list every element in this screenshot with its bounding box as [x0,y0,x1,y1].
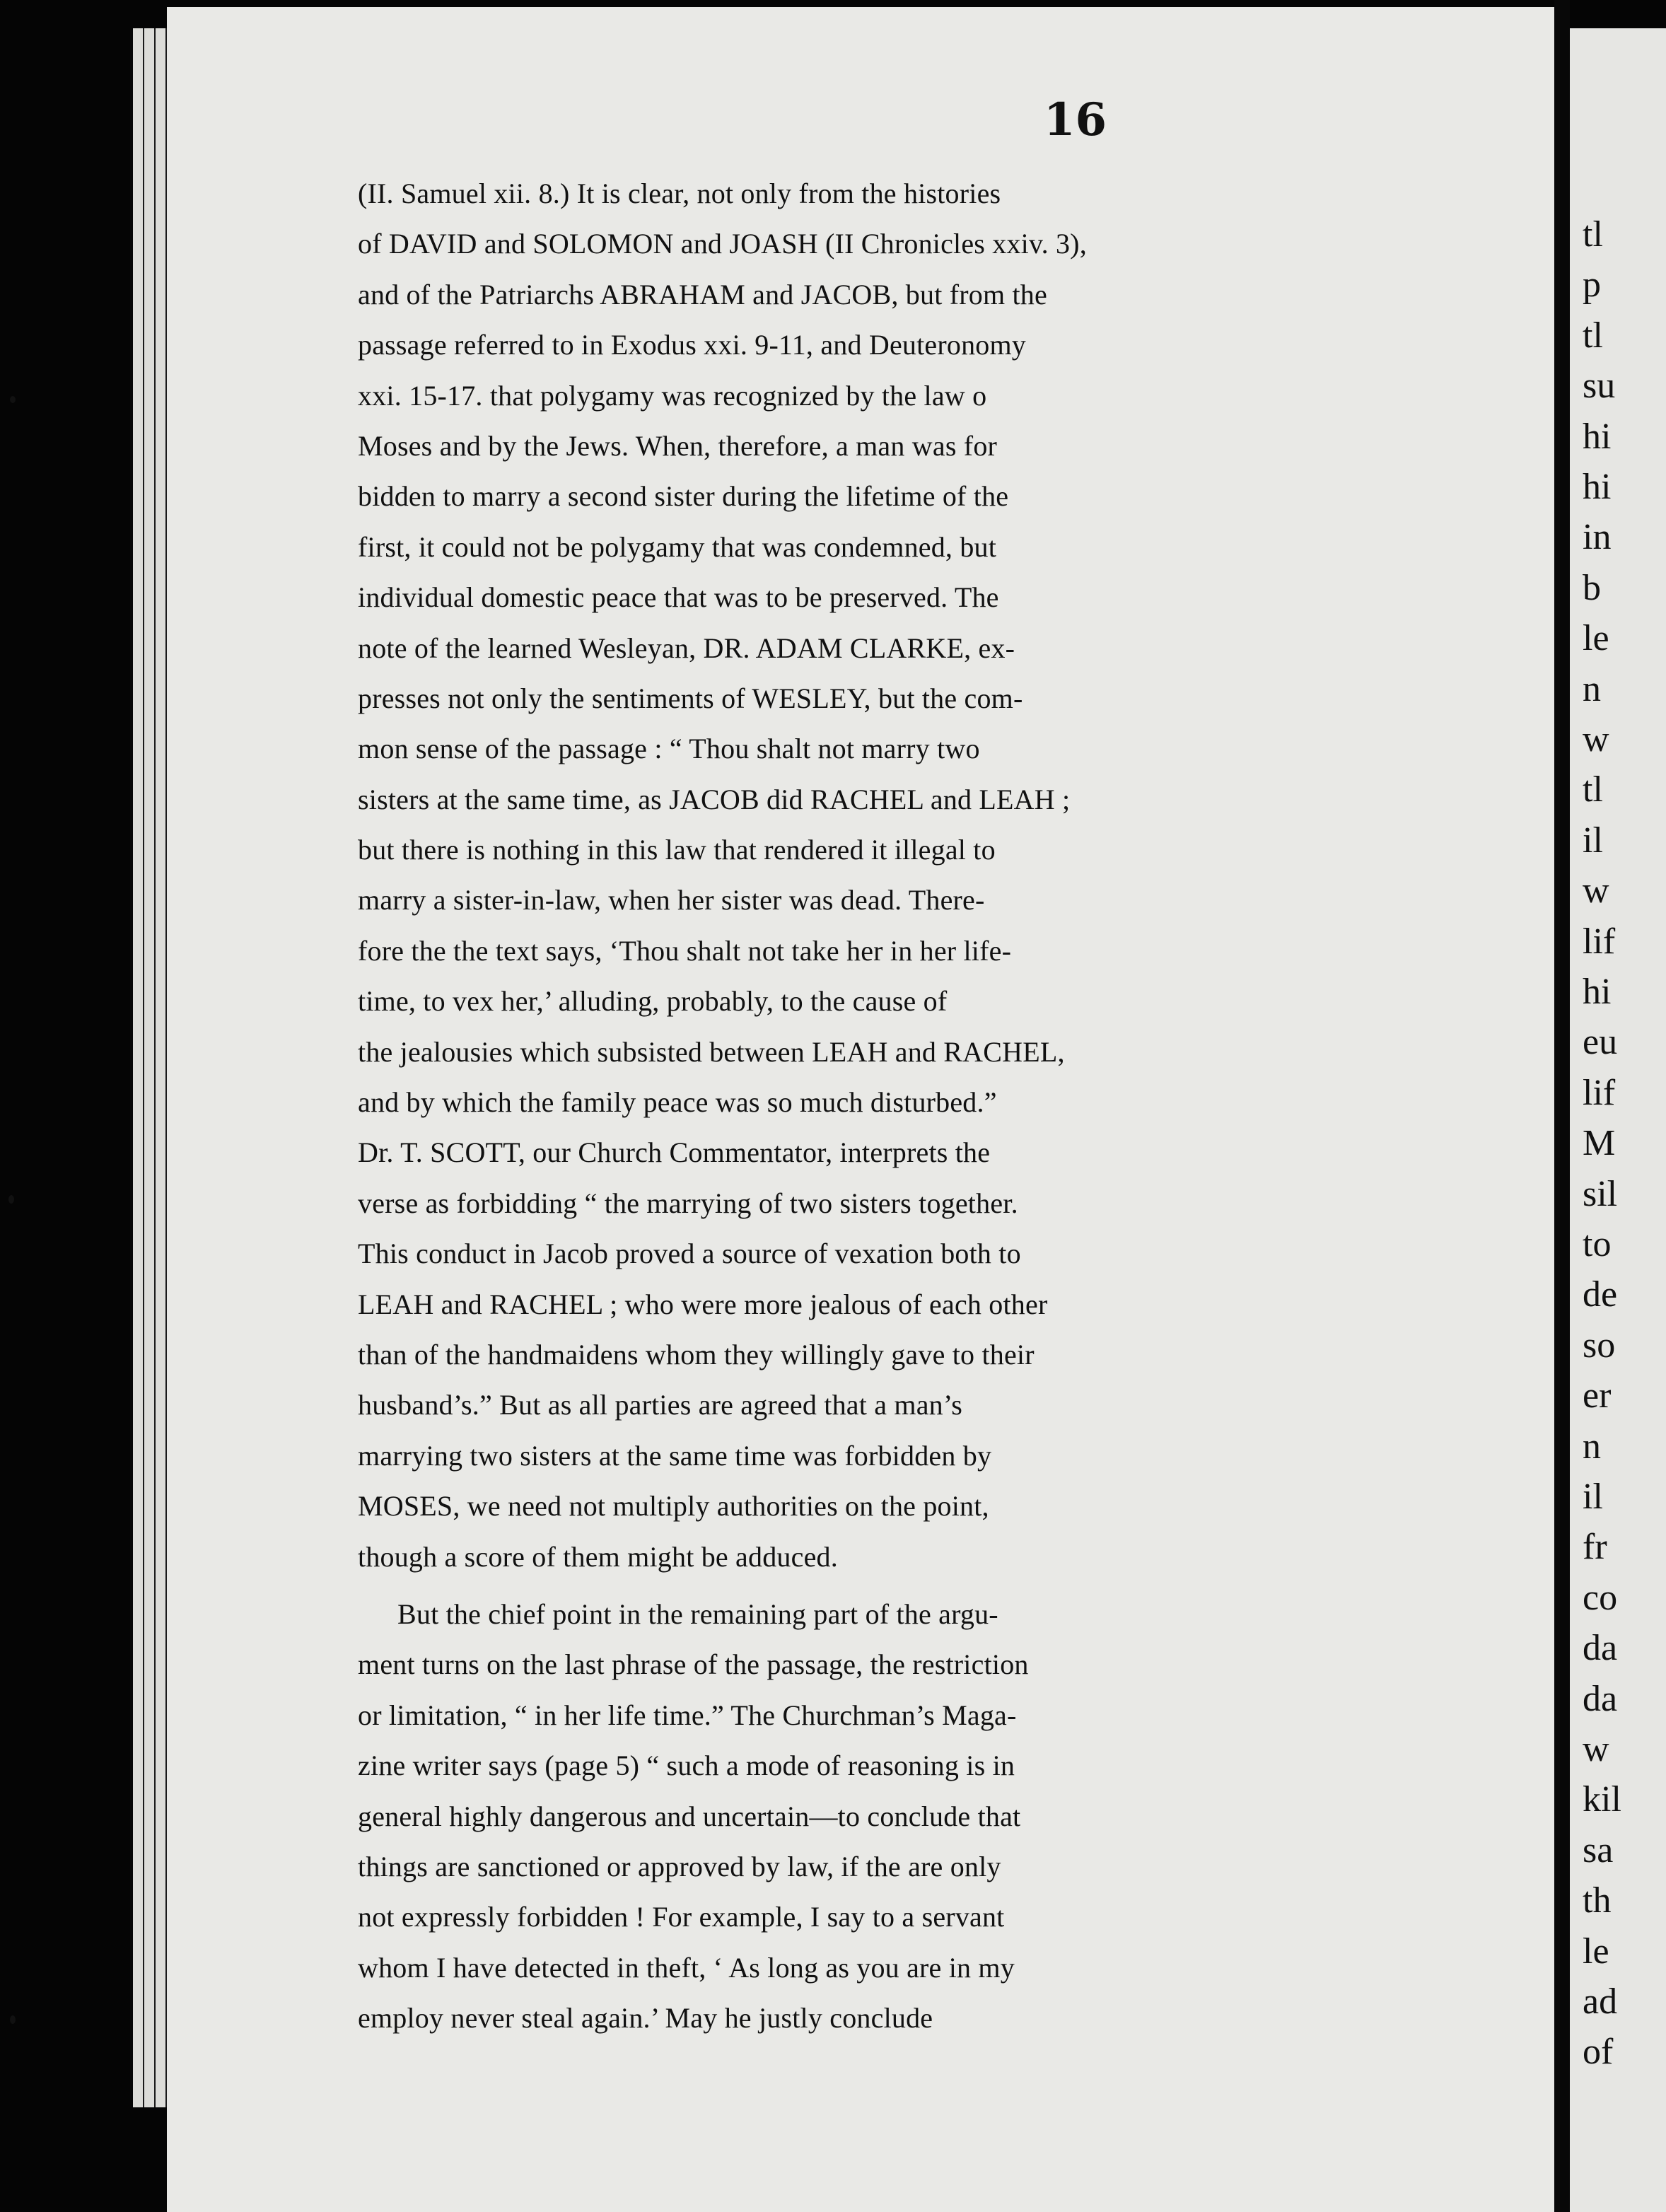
fragment-text: eu [1583,1022,1618,1063]
text-line: xxi. 15-17. that polygamy was recognized by the law o [358,379,987,412]
text-line: and of the Patriarchs ABRAHAM and JACOB, but from the [358,278,1047,310]
fragment-text: hi [1583,467,1612,507]
fragment-text: of [1583,2032,1614,2073]
fragment-text: p [1583,264,1601,305]
fragment-text: ad [1583,1981,1618,2022]
text-line: verse as forbidding “ the marrying of two sisters together. [358,1187,1018,1219]
fragment-text: lif [1583,921,1616,962]
text-line: Dr. T. SCOTT, our Church Commentator, interprets the [358,1136,991,1169]
text-line: presses not only the sentiments of WESLEY, but the com- [358,682,1023,714]
book-gutter [1554,0,1570,2212]
text-line: fore the the text says, ‘Thou shalt not take her in her life- [358,934,1012,967]
text-line: the jealousies which subsisted between LEAH and RACHEL, [358,1035,1065,1068]
fragment-text: fr [1583,1527,1607,1568]
fragment-text: sa [1583,1829,1614,1870]
fragment-text: tl [1583,214,1603,255]
text-line: But the chief point in the remaining part of the argu- [397,1597,998,1630]
text-line: bidden to marry a second sister during the lifetime of the [358,480,1009,513]
fragment-text: w [1583,871,1609,912]
fragment-text: so [1583,1325,1616,1366]
scan-speck [8,1195,14,1204]
fragment-text: tl [1583,315,1603,356]
fragment-text: le [1583,1931,1609,1972]
text-line: general highly dangerous and uncertain—to conclude that [358,1800,1021,1832]
text-line: marrying two sisters at the same time was forbidden by [358,1439,992,1472]
book-page [167,7,1554,2212]
fragment-text: er [1583,1375,1612,1416]
text-line: first, it could not be polygamy that was condemned, but [358,530,997,563]
text-line: though a score of them might be adduced. [358,1540,838,1573]
fragment-text: da [1583,1628,1618,1669]
text-line: but there is nothing in this law that rendered it illegal to [358,834,996,866]
text-line: husband’s.” But as all parties are agreed that a man’s [358,1389,962,1421]
text-line: LEAH and RACHEL ; who were more jealous of each other [358,1288,1048,1320]
text-line: This conduct in Jacob proved a source of vexation both to [358,1238,1021,1270]
text-line: time, to vex her,’ alluding, probably, to the cause of [358,985,948,1018]
fragment-text: su [1583,366,1616,407]
text-line: individual domestic peace that was to be preserved. The [358,581,999,614]
paragraph-break [358,1582,1624,1589]
fragment-text: co [1583,1577,1618,1618]
fragment-text: M [1583,1123,1616,1164]
fragment-text: th [1583,1880,1612,1921]
text-line: of DAVID and SOLOMON and JOASH (II Chronicles xxiv. 3), [358,228,1087,260]
fragment-text: tl [1583,769,1603,810]
fragment-text: da [1583,1678,1618,1719]
page-edge [133,28,145,2107]
fragment-text: de [1583,1274,1618,1315]
fragment-text: in [1583,517,1612,558]
fragment-text: il [1583,1477,1603,1517]
fragment-text: sil [1583,1173,1618,1214]
fragment-text: n [1583,1426,1601,1467]
text-line: Moses and by the Jews. When, therefore, a man was for [358,429,998,462]
text-line: MOSES, we need not multiply authorities on the point, [358,1490,989,1523]
scan-speck [10,2015,16,2024]
text-line: passage referred to in Exodus xxi. 9-11, and Deuteronomy [358,329,1027,361]
text-line: mon sense of the passage : “ Thou shalt not marry two [358,733,980,765]
adjacent-page-fragment [1570,28,1666,2212]
text-line: marry a sister-in-law, when her sister was dead. There- [358,884,985,916]
scan-speck [10,396,16,403]
text-line: ment turns on the last phrase of the passage, the restriction [358,1648,1029,1681]
fragment-text: to [1583,1224,1612,1264]
text-line: and by which the family peace was so much disturbed.” [358,1086,997,1119]
page-number: 16 [1044,93,1107,146]
text-line: than of the handmaidens whom they willingly gave to their [358,1338,1035,1370]
fragment-text: kil [1583,1779,1621,1820]
text-line: (II. Samuel xii. 8.) It is clear, not only from the histories [358,177,1001,209]
page-edge [156,28,168,2107]
text-line: not expressly forbidden ! For example, I say to a servant [358,1901,1005,1933]
fragment-text: le [1583,618,1609,659]
text-line: sisters at the same time, as JACOB did RACHEL and LEAH ; [358,783,1071,815]
fragment-text: hi [1583,972,1612,1012]
text-line: employ never steal again.’ May he justly conclude [358,2002,933,2035]
fragment-text: w [1583,719,1609,759]
fragment-text: lif [1583,1072,1616,1113]
text-line: things are sanctioned or approved by law, if the are only [358,1850,1001,1882]
text-line: note of the learned Wesleyan, DR. ADAM CLARKE, ex- [358,631,1015,664]
text-line: whom I have detected in theft, ‘ As long as you are in my [358,1951,1015,1984]
text-line: or limitation, “ in her life time.” The Churchman’s Maga- [358,1699,1017,1731]
fragment-text: il [1583,820,1603,861]
fragment-text: n [1583,668,1601,709]
fragment-text: b [1583,567,1601,608]
body-text [358,168,1624,2043]
fragment-text: hi [1583,416,1612,457]
page-edge [144,28,156,2107]
text-line: zine writer says (page 5) “ such a mode of reasoning is in [358,1750,1015,1782]
fragment-text: w [1583,1729,1609,1769]
